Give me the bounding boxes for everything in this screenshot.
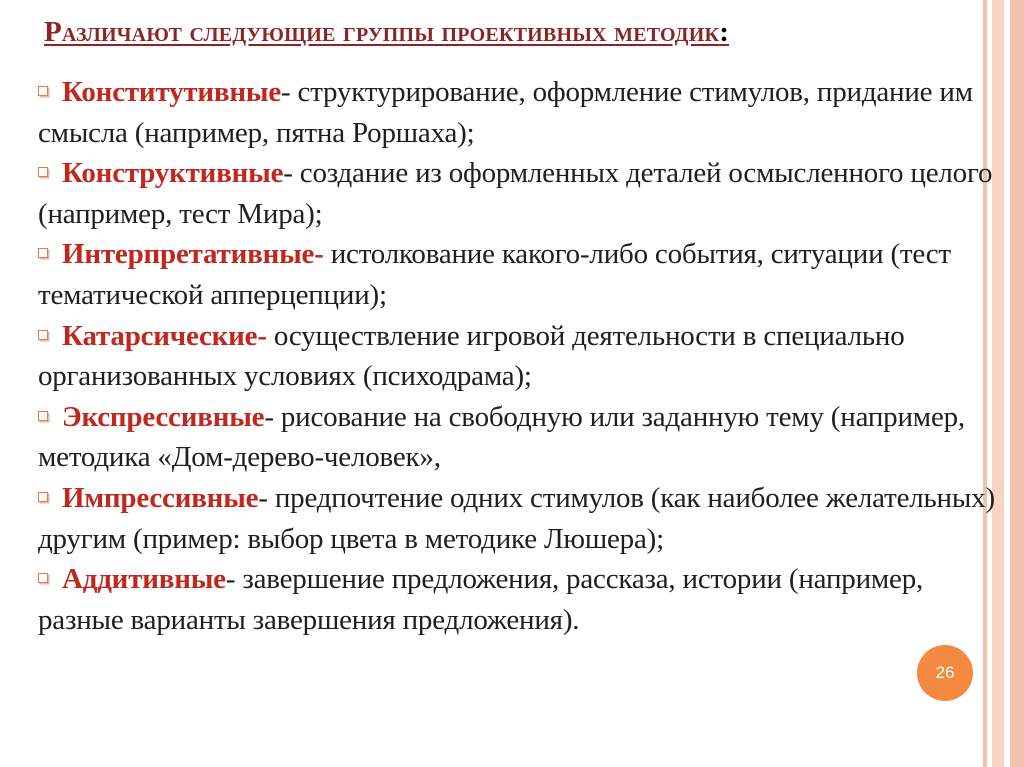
method-list <box>38 72 998 640</box>
slide-title-colon: : <box>719 16 730 48</box>
stripe <box>1010 0 1024 767</box>
list-item <box>38 316 998 397</box>
method-description: осуществление игровой деятельности в специально организованных условиях (психодрама); <box>38 319 905 393</box>
square-bullet-icon <box>38 411 48 421</box>
square-bullet-icon <box>38 248 48 258</box>
list-item <box>38 234 998 315</box>
square-bullet-icon <box>38 330 48 340</box>
square-bullet-icon <box>38 86 48 96</box>
square-bullet-icon <box>38 492 48 502</box>
list-item <box>38 153 998 234</box>
method-description: - создание из оформленных деталей осмысленного целого (например, тест Мира); <box>38 157 993 230</box>
method-description: - рисование на свободную или заданную тему (например, методика «Дом-дерево-человек», <box>38 400 965 474</box>
slide-title <box>44 16 729 49</box>
list-item <box>38 72 998 153</box>
list-item <box>38 478 998 559</box>
method-term: Конститутивные <box>62 76 282 108</box>
method-term: Интерпретативные- <box>62 238 324 271</box>
method-term: Экспрессивные <box>62 400 265 433</box>
list-item <box>38 397 998 478</box>
method-description: - структурирование, оформление стимулов, придание им смысла (например, пятна Роршаха); <box>38 76 973 149</box>
method-term: Импрессивные <box>62 481 259 514</box>
method-term: Конструктивные <box>62 157 284 190</box>
page-number-badge: 26 <box>917 645 973 701</box>
slide-title-text: Различают следующие группы проективных методик <box>44 16 720 48</box>
method-description: - завершение предложения, рассказа, истории (например, разные варианты завершения предложения). <box>38 563 924 636</box>
square-bullet-icon <box>38 573 48 583</box>
method-term: Катарсические- <box>62 319 267 352</box>
list-item <box>38 559 998 640</box>
method-description: истолкование какого-либо события, ситуации (тест тематической апперцепции); <box>38 238 951 311</box>
square-bullet-icon <box>38 167 48 177</box>
method-term: Аддитивные <box>62 563 226 596</box>
method-description: - предпочтение одних стимулов (как наиболее желательных) другим (пример: выбор цвета в методике Люшера); <box>38 481 995 555</box>
